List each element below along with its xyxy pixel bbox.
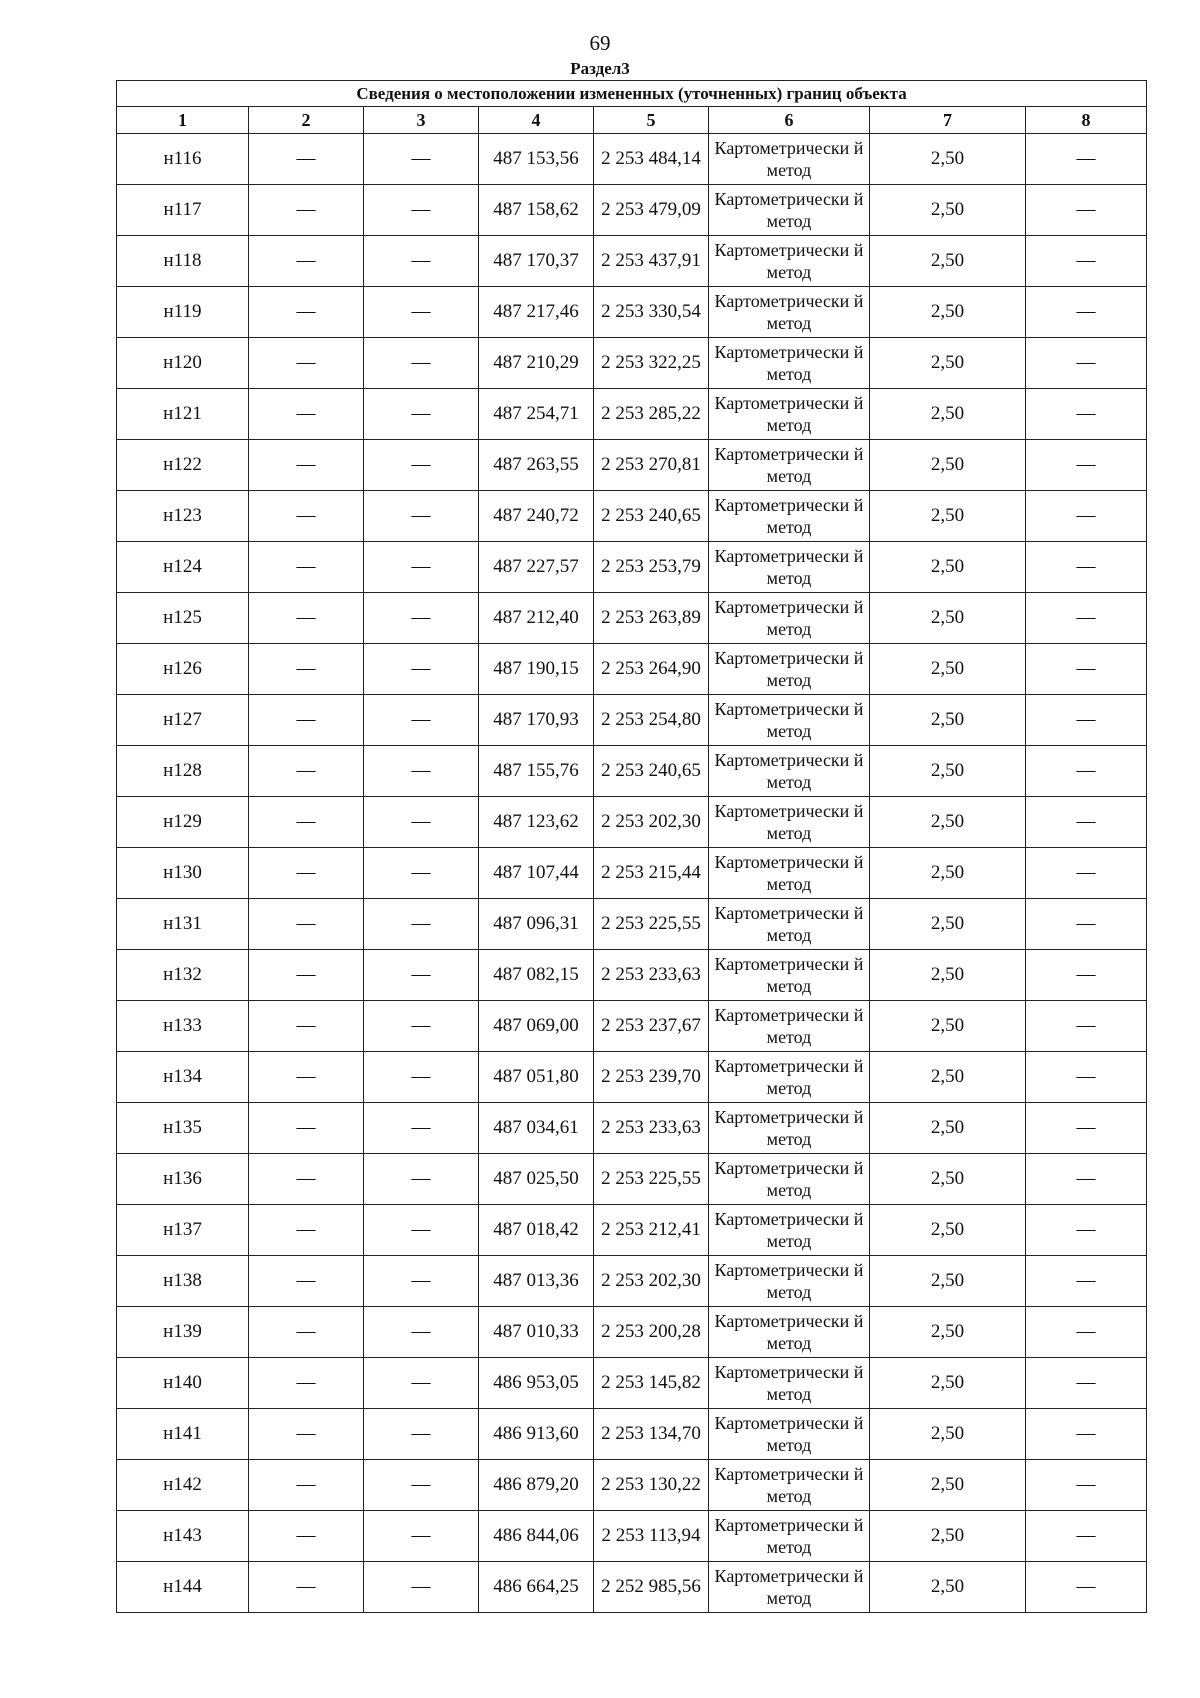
- method-cell: Картометрически й метод: [709, 746, 870, 797]
- col2-cell: —: [249, 1256, 364, 1307]
- method-cell: Картометрически й метод: [709, 542, 870, 593]
- col8-cell: —: [1026, 1562, 1147, 1613]
- x-coordinate-cell: 487 254,71: [479, 389, 594, 440]
- col3-cell: —: [364, 746, 479, 797]
- col3-cell: —: [364, 695, 479, 746]
- method-cell: Картометрически й метод: [709, 1103, 870, 1154]
- col2-cell: —: [249, 1052, 364, 1103]
- x-coordinate-cell: 487 123,62: [479, 797, 594, 848]
- accuracy-cell: 2,50: [870, 1103, 1026, 1154]
- y-coordinate-cell: 2 253 212,41: [594, 1205, 709, 1256]
- method-cell: Картометрически й метод: [709, 1001, 870, 1052]
- col8-cell: —: [1026, 848, 1147, 899]
- y-coordinate-cell: 2 253 263,89: [594, 593, 709, 644]
- method-cell: Картометрически й метод: [709, 1256, 870, 1307]
- point-name-cell: н130: [117, 848, 249, 899]
- col2-cell: —: [249, 440, 364, 491]
- table-title: Сведения о местоположении измененных (уточненных) границ объекта: [117, 81, 1147, 107]
- accuracy-cell: 2,50: [870, 1307, 1026, 1358]
- col2-cell: —: [249, 1154, 364, 1205]
- col2-cell: —: [249, 1001, 364, 1052]
- boundary-coordinates-table: [116, 80, 1147, 1613]
- col2-cell: —: [249, 338, 364, 389]
- table-row: [117, 1511, 1147, 1562]
- point-name-cell: н134: [117, 1052, 249, 1103]
- accuracy-cell: 2,50: [870, 542, 1026, 593]
- y-coordinate-cell: 2 253 264,90: [594, 644, 709, 695]
- point-name-cell: н128: [117, 746, 249, 797]
- y-coordinate-cell: 2 253 202,30: [594, 1256, 709, 1307]
- method-cell: Картометрически й метод: [709, 695, 870, 746]
- col3-cell: —: [364, 1562, 479, 1613]
- column-number-5: 5: [594, 107, 709, 134]
- col2-cell: —: [249, 134, 364, 185]
- col8-cell: —: [1026, 593, 1147, 644]
- table-row: [117, 1460, 1147, 1511]
- table-row: [117, 236, 1147, 287]
- column-number-6: 6: [709, 107, 870, 134]
- column-number-2: 2: [249, 107, 364, 134]
- accuracy-cell: 2,50: [870, 695, 1026, 746]
- col2-cell: —: [249, 491, 364, 542]
- x-coordinate-cell: 487 170,37: [479, 236, 594, 287]
- point-name-cell: н124: [117, 542, 249, 593]
- col8-cell: —: [1026, 1154, 1147, 1205]
- col2-cell: —: [249, 695, 364, 746]
- y-coordinate-cell: 2 253 330,54: [594, 287, 709, 338]
- table-row: [117, 491, 1147, 542]
- y-coordinate-cell: 2 253 240,65: [594, 746, 709, 797]
- table-row: [117, 389, 1147, 440]
- method-cell: Картометрически й метод: [709, 950, 870, 1001]
- y-coordinate-cell: 2 253 215,44: [594, 848, 709, 899]
- point-name-cell: н135: [117, 1103, 249, 1154]
- col8-cell: —: [1026, 491, 1147, 542]
- col3-cell: —: [364, 848, 479, 899]
- col3-cell: —: [364, 899, 479, 950]
- accuracy-cell: 2,50: [870, 1256, 1026, 1307]
- accuracy-cell: 2,50: [870, 1511, 1026, 1562]
- col8-cell: —: [1026, 695, 1147, 746]
- method-cell: Картометрически й метод: [709, 593, 870, 644]
- col8-cell: —: [1026, 440, 1147, 491]
- y-coordinate-cell: 2 253 200,28: [594, 1307, 709, 1358]
- table-row: [117, 593, 1147, 644]
- col2-cell: —: [249, 1103, 364, 1154]
- y-coordinate-cell: 2 253 113,94: [594, 1511, 709, 1562]
- method-cell: Картометрически й метод: [709, 1562, 870, 1613]
- table-row: [117, 695, 1147, 746]
- y-coordinate-cell: 2 253 253,79: [594, 542, 709, 593]
- x-coordinate-cell: 487 210,29: [479, 338, 594, 389]
- col3-cell: —: [364, 1103, 479, 1154]
- col3-cell: —: [364, 1307, 479, 1358]
- col2-cell: —: [249, 848, 364, 899]
- x-coordinate-cell: 487 034,61: [479, 1103, 594, 1154]
- accuracy-cell: 2,50: [870, 389, 1026, 440]
- col2-cell: —: [249, 1307, 364, 1358]
- col3-cell: —: [364, 1052, 479, 1103]
- col2-cell: —: [249, 236, 364, 287]
- point-name-cell: н127: [117, 695, 249, 746]
- x-coordinate-cell: 487 107,44: [479, 848, 594, 899]
- col8-cell: —: [1026, 746, 1147, 797]
- col8-cell: —: [1026, 899, 1147, 950]
- col3-cell: —: [364, 389, 479, 440]
- col8-cell: —: [1026, 1001, 1147, 1052]
- x-coordinate-cell: 487 018,42: [479, 1205, 594, 1256]
- method-cell: Картометрически й метод: [709, 1409, 870, 1460]
- x-coordinate-cell: 487 096,31: [479, 899, 594, 950]
- col8-cell: —: [1026, 287, 1147, 338]
- accuracy-cell: 2,50: [870, 899, 1026, 950]
- col3-cell: —: [364, 287, 479, 338]
- point-name-cell: н117: [117, 185, 249, 236]
- col3-cell: —: [364, 1460, 479, 1511]
- x-coordinate-cell: 486 913,60: [479, 1409, 594, 1460]
- method-cell: Картометрически й метод: [709, 797, 870, 848]
- y-coordinate-cell: 2 253 134,70: [594, 1409, 709, 1460]
- column-number-3: 3: [364, 107, 479, 134]
- y-coordinate-cell: 2 253 479,09: [594, 185, 709, 236]
- col3-cell: —: [364, 797, 479, 848]
- y-coordinate-cell: 2 253 322,25: [594, 338, 709, 389]
- col3-cell: —: [364, 950, 479, 1001]
- method-cell: Картометрически й метод: [709, 440, 870, 491]
- col3-cell: —: [364, 134, 479, 185]
- col3-cell: —: [364, 1205, 479, 1256]
- accuracy-cell: 2,50: [870, 287, 1026, 338]
- table-row: [117, 1358, 1147, 1409]
- method-cell: Картометрически й метод: [709, 1307, 870, 1358]
- col2-cell: —: [249, 1205, 364, 1256]
- x-coordinate-cell: 486 953,05: [479, 1358, 594, 1409]
- col8-cell: —: [1026, 134, 1147, 185]
- table-row: [117, 644, 1147, 695]
- accuracy-cell: 2,50: [870, 1052, 1026, 1103]
- table-row: [117, 746, 1147, 797]
- method-cell: Картометрически й метод: [709, 1052, 870, 1103]
- y-coordinate-cell: 2 253 225,55: [594, 1154, 709, 1205]
- table-row: [117, 287, 1147, 338]
- col2-cell: —: [249, 899, 364, 950]
- col2-cell: —: [249, 593, 364, 644]
- col2-cell: —: [249, 746, 364, 797]
- page-number: 69: [589, 31, 611, 55]
- method-cell: Картометрически й метод: [709, 1358, 870, 1409]
- method-cell: Картометрически й метод: [709, 338, 870, 389]
- col8-cell: —: [1026, 950, 1147, 1001]
- col8-cell: —: [1026, 236, 1147, 287]
- column-number-4: 4: [479, 107, 594, 134]
- accuracy-cell: 2,50: [870, 134, 1026, 185]
- method-cell: Картометрически й метод: [709, 899, 870, 950]
- col3-cell: —: [364, 236, 479, 287]
- col3-cell: —: [364, 1409, 479, 1460]
- x-coordinate-cell: 487 155,76: [479, 746, 594, 797]
- x-coordinate-cell: 487 212,40: [479, 593, 594, 644]
- table-row: [117, 1307, 1147, 1358]
- point-name-cell: н140: [117, 1358, 249, 1409]
- x-coordinate-cell: 487 263,55: [479, 440, 594, 491]
- col2-cell: —: [249, 185, 364, 236]
- table-row: [117, 1052, 1147, 1103]
- point-name-cell: н123: [117, 491, 249, 542]
- table-row: [117, 899, 1147, 950]
- point-name-cell: н120: [117, 338, 249, 389]
- method-cell: Картометрически й метод: [709, 1205, 870, 1256]
- point-name-cell: н133: [117, 1001, 249, 1052]
- accuracy-cell: 2,50: [870, 236, 1026, 287]
- method-cell: Картометрически й метод: [709, 644, 870, 695]
- point-name-cell: н139: [117, 1307, 249, 1358]
- y-coordinate-cell: 2 253 233,63: [594, 950, 709, 1001]
- y-coordinate-cell: 2 253 202,30: [594, 797, 709, 848]
- method-cell: Картометрически й метод: [709, 491, 870, 542]
- method-cell: Картометрически й метод: [709, 389, 870, 440]
- y-coordinate-cell: 2 253 270,81: [594, 440, 709, 491]
- accuracy-cell: 2,50: [870, 746, 1026, 797]
- x-coordinate-cell: 487 190,15: [479, 644, 594, 695]
- accuracy-cell: 2,50: [870, 1358, 1026, 1409]
- col8-cell: —: [1026, 1052, 1147, 1103]
- x-coordinate-cell: 487 227,57: [479, 542, 594, 593]
- accuracy-cell: 2,50: [870, 593, 1026, 644]
- table-row: [117, 440, 1147, 491]
- point-name-cell: н121: [117, 389, 249, 440]
- point-name-cell: н118: [117, 236, 249, 287]
- col2-cell: —: [249, 950, 364, 1001]
- table-row: [117, 338, 1147, 389]
- point-name-cell: н138: [117, 1256, 249, 1307]
- y-coordinate-cell: 2 253 233,63: [594, 1103, 709, 1154]
- col8-cell: —: [1026, 1307, 1147, 1358]
- col8-cell: —: [1026, 389, 1147, 440]
- section-title: Раздел3: [570, 59, 630, 78]
- col2-cell: —: [249, 797, 364, 848]
- table-row: [117, 185, 1147, 236]
- col2-cell: —: [249, 1511, 364, 1562]
- table-body: [117, 134, 1147, 1613]
- col8-cell: —: [1026, 185, 1147, 236]
- col2-cell: —: [249, 1460, 364, 1511]
- x-coordinate-cell: 487 051,80: [479, 1052, 594, 1103]
- point-name-cell: н141: [117, 1409, 249, 1460]
- table-row: [117, 797, 1147, 848]
- x-coordinate-cell: 487 158,62: [479, 185, 594, 236]
- table-row: [117, 848, 1147, 899]
- accuracy-cell: 2,50: [870, 848, 1026, 899]
- x-coordinate-cell: 487 217,46: [479, 287, 594, 338]
- y-coordinate-cell: 2 253 239,70: [594, 1052, 709, 1103]
- method-cell: Картометрически й метод: [709, 1460, 870, 1511]
- accuracy-cell: 2,50: [870, 950, 1026, 1001]
- col3-cell: —: [364, 440, 479, 491]
- col3-cell: —: [364, 542, 479, 593]
- point-name-cell: н126: [117, 644, 249, 695]
- column-number-row: [117, 107, 1147, 134]
- col2-cell: —: [249, 287, 364, 338]
- y-coordinate-cell: 2 253 130,22: [594, 1460, 709, 1511]
- col8-cell: —: [1026, 1409, 1147, 1460]
- x-coordinate-cell: 487 010,33: [479, 1307, 594, 1358]
- accuracy-cell: 2,50: [870, 1001, 1026, 1052]
- accuracy-cell: 2,50: [870, 338, 1026, 389]
- table-row: [117, 1103, 1147, 1154]
- point-name-cell: н137: [117, 1205, 249, 1256]
- accuracy-cell: 2,50: [870, 1562, 1026, 1613]
- col3-cell: —: [364, 1256, 479, 1307]
- accuracy-cell: 2,50: [870, 440, 1026, 491]
- point-name-cell: н143: [117, 1511, 249, 1562]
- col8-cell: —: [1026, 1103, 1147, 1154]
- y-coordinate-cell: 2 253 225,55: [594, 899, 709, 950]
- col3-cell: —: [364, 1154, 479, 1205]
- table-row: [117, 1205, 1147, 1256]
- point-name-cell: н131: [117, 899, 249, 950]
- table-row: [117, 1001, 1147, 1052]
- col2-cell: —: [249, 1562, 364, 1613]
- x-coordinate-cell: 487 082,15: [479, 950, 594, 1001]
- table-row: [117, 950, 1147, 1001]
- col3-cell: —: [364, 593, 479, 644]
- x-coordinate-cell: 487 170,93: [479, 695, 594, 746]
- table-row: [117, 1409, 1147, 1460]
- y-coordinate-cell: 2 253 437,91: [594, 236, 709, 287]
- method-cell: Картометрически й метод: [709, 185, 870, 236]
- col8-cell: —: [1026, 1511, 1147, 1562]
- x-coordinate-cell: 486 664,25: [479, 1562, 594, 1613]
- accuracy-cell: 2,50: [870, 644, 1026, 695]
- table-row: [117, 542, 1147, 593]
- point-name-cell: н122: [117, 440, 249, 491]
- method-cell: Картометрически й метод: [709, 1511, 870, 1562]
- point-name-cell: н116: [117, 134, 249, 185]
- accuracy-cell: 2,50: [870, 1409, 1026, 1460]
- y-coordinate-cell: 2 253 237,67: [594, 1001, 709, 1052]
- col8-cell: —: [1026, 1205, 1147, 1256]
- method-cell: Картометрически й метод: [709, 848, 870, 899]
- x-coordinate-cell: 486 879,20: [479, 1460, 594, 1511]
- x-coordinate-cell: 487 013,36: [479, 1256, 594, 1307]
- col2-cell: —: [249, 1358, 364, 1409]
- column-number-8: 8: [1026, 107, 1147, 134]
- point-name-cell: н132: [117, 950, 249, 1001]
- col8-cell: —: [1026, 542, 1147, 593]
- x-coordinate-cell: 486 844,06: [479, 1511, 594, 1562]
- accuracy-cell: 2,50: [870, 491, 1026, 542]
- column-number-1: 1: [117, 107, 249, 134]
- method-cell: Картометрически й метод: [709, 1154, 870, 1205]
- table-row: [117, 1154, 1147, 1205]
- col2-cell: —: [249, 389, 364, 440]
- col2-cell: —: [249, 542, 364, 593]
- col8-cell: —: [1026, 1460, 1147, 1511]
- y-coordinate-cell: 2 253 145,82: [594, 1358, 709, 1409]
- col8-cell: —: [1026, 1358, 1147, 1409]
- point-name-cell: н125: [117, 593, 249, 644]
- point-name-cell: н142: [117, 1460, 249, 1511]
- table-row: [117, 134, 1147, 185]
- x-coordinate-cell: 487 069,00: [479, 1001, 594, 1052]
- accuracy-cell: 2,50: [870, 1460, 1026, 1511]
- accuracy-cell: 2,50: [870, 185, 1026, 236]
- x-coordinate-cell: 487 025,50: [479, 1154, 594, 1205]
- y-coordinate-cell: 2 253 254,80: [594, 695, 709, 746]
- col3-cell: —: [364, 1358, 479, 1409]
- point-name-cell: н144: [117, 1562, 249, 1613]
- col2-cell: —: [249, 1409, 364, 1460]
- col3-cell: —: [364, 491, 479, 542]
- accuracy-cell: 2,50: [870, 1154, 1026, 1205]
- col3-cell: —: [364, 1511, 479, 1562]
- accuracy-cell: 2,50: [870, 1205, 1026, 1256]
- col3-cell: —: [364, 338, 479, 389]
- y-coordinate-cell: 2 253 484,14: [594, 134, 709, 185]
- col3-cell: —: [364, 644, 479, 695]
- method-cell: Картометрически й метод: [709, 134, 870, 185]
- point-name-cell: н136: [117, 1154, 249, 1205]
- table-row: [117, 1256, 1147, 1307]
- point-name-cell: н119: [117, 287, 249, 338]
- method-cell: Картометрически й метод: [709, 287, 870, 338]
- col8-cell: —: [1026, 1256, 1147, 1307]
- col8-cell: —: [1026, 338, 1147, 389]
- y-coordinate-cell: 2 252 985,56: [594, 1562, 709, 1613]
- x-coordinate-cell: 487 153,56: [479, 134, 594, 185]
- col3-cell: —: [364, 1001, 479, 1052]
- point-name-cell: н129: [117, 797, 249, 848]
- col3-cell: —: [364, 185, 479, 236]
- x-coordinate-cell: 487 240,72: [479, 491, 594, 542]
- col2-cell: —: [249, 644, 364, 695]
- column-number-7: 7: [870, 107, 1026, 134]
- y-coordinate-cell: 2 253 285,22: [594, 389, 709, 440]
- table-row: [117, 1562, 1147, 1613]
- col8-cell: —: [1026, 797, 1147, 848]
- accuracy-cell: 2,50: [870, 797, 1026, 848]
- method-cell: Картометрически й метод: [709, 236, 870, 287]
- y-coordinate-cell: 2 253 240,65: [594, 491, 709, 542]
- col8-cell: —: [1026, 644, 1147, 695]
